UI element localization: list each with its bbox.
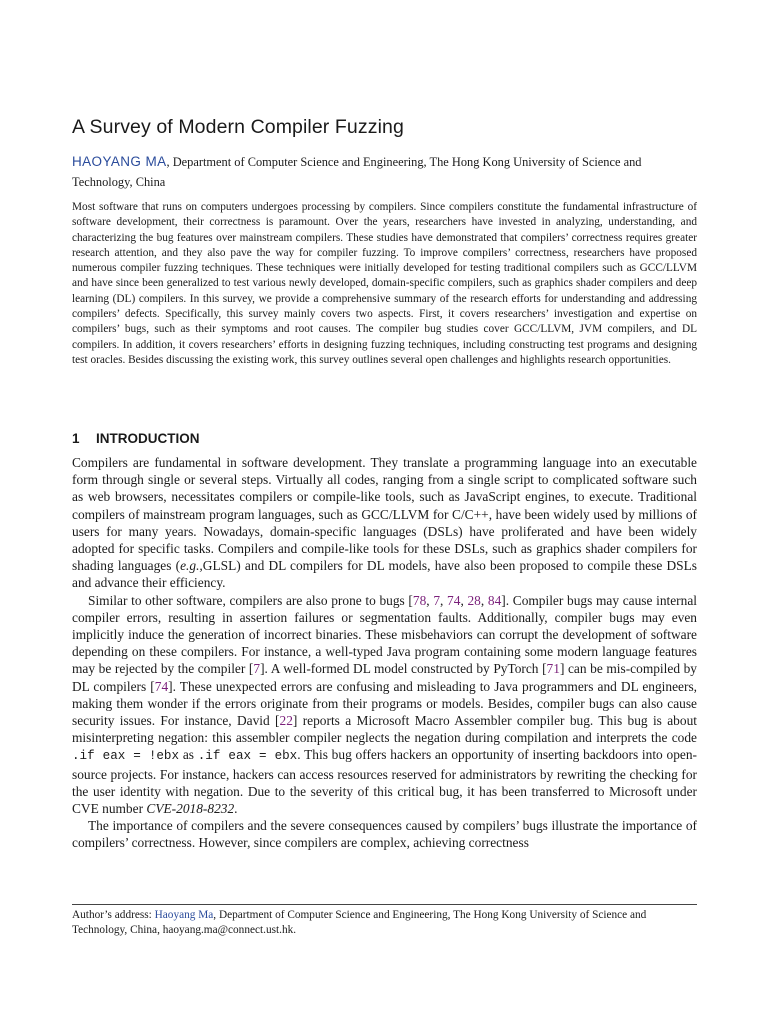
abstract: Most software that runs on computers undergoes processing by compilers. Since compilers constitute the fundamental infrastructure of software development, their correctness is paramount. Over the years, researchers have invested in analyzing, understanding, and characterizing the bug features over mainstream compilers. These studies have demonstrated that compilers’ correctness requires greater research attention, and they also pave the way for compiler fuzzing. To improve compilers’ correctness, researchers have proposed numerous compiler fuzzing techniques. These techniques were initially developed for testing traditional compilers such as GCC/LLVM and have since been generalized to test various newly developed, domain-specific compilers, such as graphics shader compilers and deep learning (DL) compilers. In this survey, we provide a comprehensive summary of the research efforts for understanding and addressing compilers’ defects. Specifically, this survey mainly covers two aspects. First, it covers researchers’ investigation and expertise on compilers’ bugs, such as their symptoms and root causes. The compiler bug studies cover GCC/LLVM, JVM compilers, and DL compilers. In addition, it covers researchers’ efforts in designing fuzzing techniques, including constructing test programs and designing test oracles. Besides discussing the existing work, this survey outlines several open challenges and highlights research opportunities.	[72, 201, 697, 366]
code-snippet: .if eax = ebx	[197, 749, 298, 764]
footnote-rule	[72, 904, 697, 905]
citation-7[interactable]: 7	[253, 661, 261, 677]
author-link[interactable]: Haoyang Ma	[154, 909, 214, 921]
author-affiliation: , Department of Computer Science and Engineering, The Hong Kong University of Science and Technology, China	[72, 155, 642, 189]
footnote: Author’s address: Haoyang Ma, Department of Computer Science and Engineering, The Hong Kong University of Science and Technology, China, haoyang.ma@connect.ust.hk.	[72, 909, 647, 937]
cve-number: CVE-2018-8232	[146, 801, 235, 817]
citation-7[interactable]: 7	[433, 592, 441, 608]
citation-74[interactable]: 74	[154, 678, 169, 694]
citation-78[interactable]: 78	[412, 592, 427, 608]
section-number: 1	[72, 431, 80, 446]
citation-28[interactable]: 28	[467, 592, 481, 608]
citation-22[interactable]: 22	[279, 713, 293, 729]
paragraph-2: Similar to other software, compilers are also prone to bugs [78, 7, 74, 28, 84]. Compiler bugs may cause internal compiler errors, resulting in assertion failures or segmentation faults. Additionally, compiler bugs may even implicitly induce the generation of incorrect binaries. These misbehaviors can corrupt the development of software depending on these compilers. For instance, a well-typed Java program containing some modern language features may be rejected by the compiler [7]. A well-formed DL model constructed by PyTorch [71] can be mis-compiled by DL compilers [74]. These unexpected errors are confusing and misleading to Java programmers and DL engineers, making them wonder if the errors originate from their programs or models. Besides, compiler bugs can also cause security issues. For instance, David [22] reports a Microsoft Macro Assembler compiler bug. This bug is about misinterpreting negation: this assembler compiler neglects the negation during compilation and interprets the code .if eax = !ebx as .if eax = ebx. This bug offers hackers an opportunity of inserting backdoors into open-source projects. For instance, hackers can access resources reserved for administrators by rewriting the checking for the user identity with negation. Due to the severity of this critical bug, it has been transferred to Microsoft under CVE number CVE-2018-8232.	[72, 592, 698, 817]
citation-74[interactable]: 74	[447, 592, 461, 608]
author-line	[72, 152, 697, 192]
author-name: HAOYANG MA	[72, 154, 167, 169]
paragraph-1: Compilers are fundamental in software development. They translate a programming language into an executable form through single or several steps. Virtually all codes, ranging from a single script to complicated software such as web browsers, necessitates compilers or compile-like tools, such as JavaScript engines, to execute. Traditional compilers of mainstream program languages, such as GCC/LLVM for C/C++, have been widely used by millions of users for many years. Nowadays, domain-specific languages (DSLs) have proliferated and have been widely adopted for specific tasks. Compilers and compile-like tools for these DSLs, such as graphics shader compilers for shading languages (e.g.,GLSL) and DL compilers for DL models, have also been proposed to compile these DSLs and advance their efficiency.	[72, 455, 697, 591]
citation-84[interactable]: 84	[487, 592, 502, 608]
paper-title: A Survey of Modern Compiler Fuzzing	[72, 116, 404, 138]
section-heading	[72, 431, 200, 446]
paragraph-3: The importance of compilers and the severe consequences caused by compilers’ bugs illustrate the importance of compilers’ correctness. However, since compilers are complex, achieving correctness	[72, 818, 697, 851]
section-title: INTRODUCTION	[96, 431, 200, 446]
body-text	[72, 454, 697, 852]
code-snippet: .if eax = !ebx	[72, 749, 180, 764]
citation-71[interactable]: 71	[546, 661, 560, 677]
